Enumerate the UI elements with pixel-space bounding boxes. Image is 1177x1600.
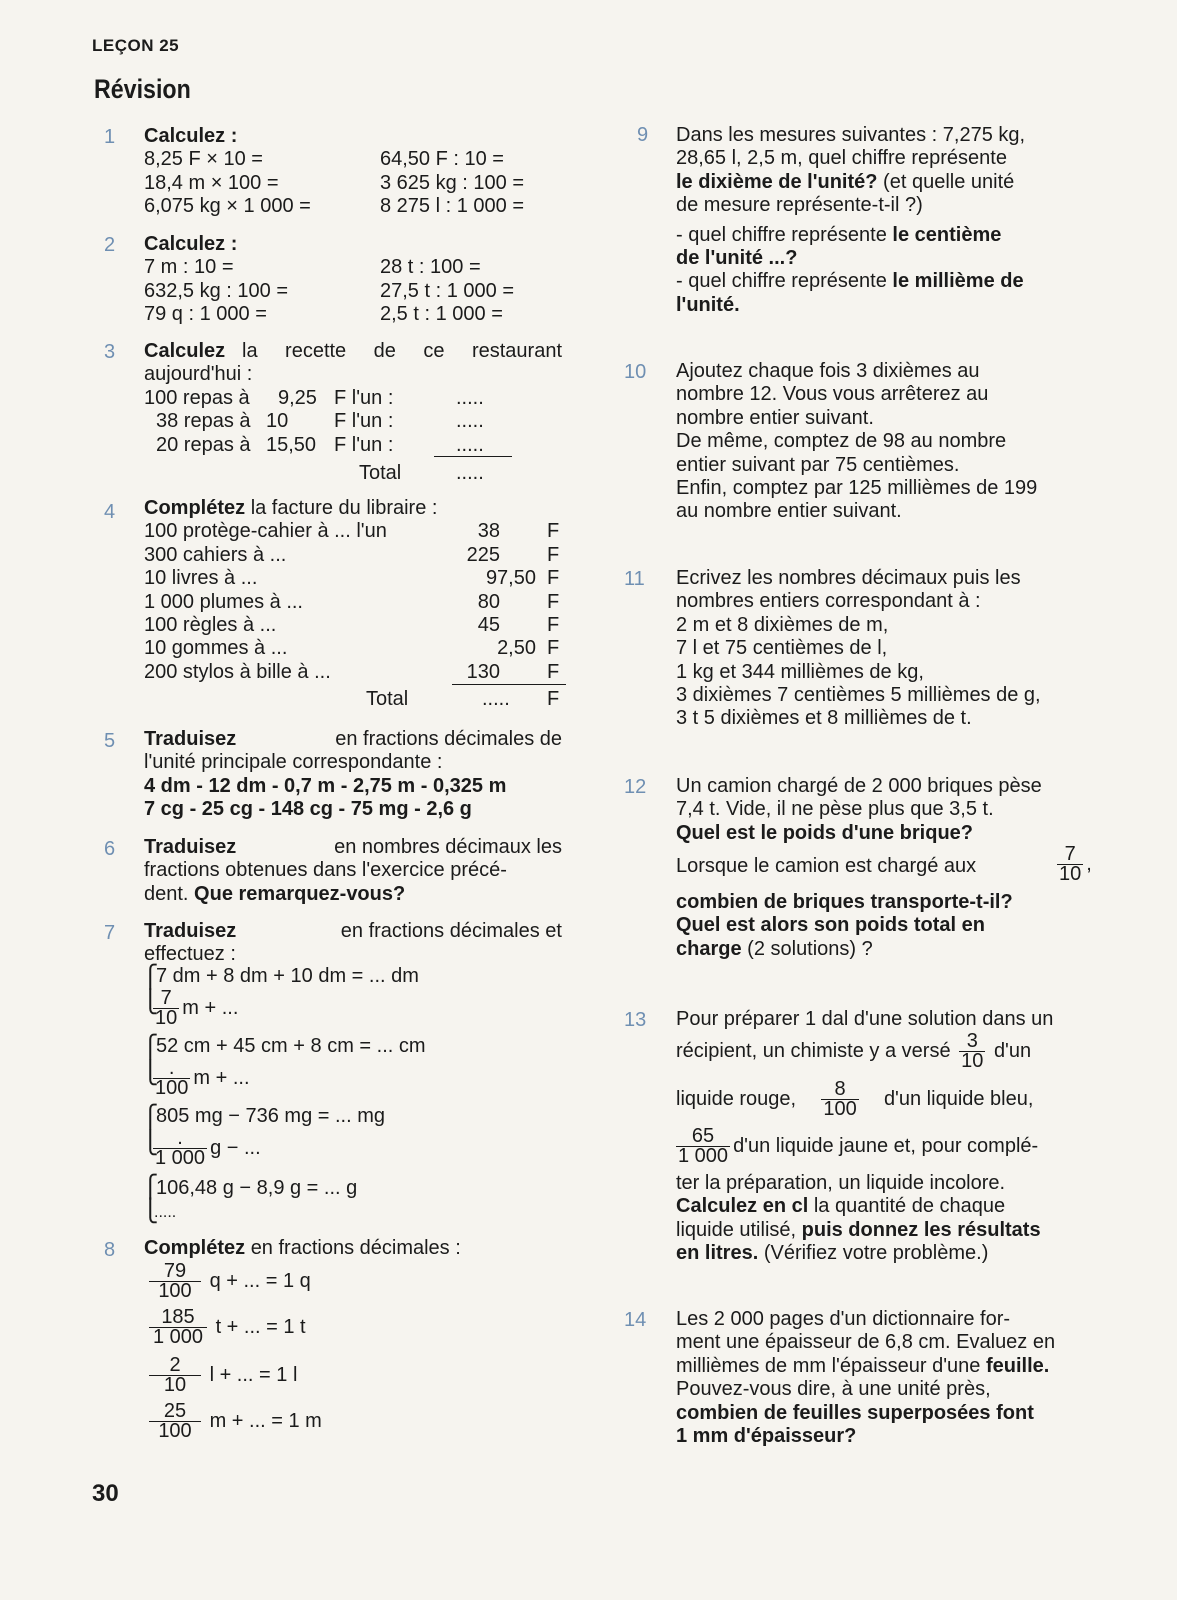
text-line: Ajoutez chaque fois 3 dixièmes au xyxy=(676,360,980,382)
numerator: 2 xyxy=(149,1356,201,1376)
numerator: 7 xyxy=(153,989,179,1009)
invoice-amount: 38 xyxy=(477,520,500,543)
units-list: 7 cg - 25 cg - 148 cg - 75 mg - 2,6 g xyxy=(144,798,472,821)
exercise-number: 3 xyxy=(104,341,116,363)
brace-symbol: ⎩ xyxy=(142,1130,159,1155)
numerator: 185 xyxy=(149,1308,207,1328)
denominator: 100 xyxy=(155,1077,189,1099)
exercise-9: Dans les mesures suivantes : 7,275 kg, 28,65 l, 2,5 m, quel chiffre représente le dixième de l'unité? (et quelle unité de mesure représente-t-il ?) - quel chiffre représente le centième de l'unité ...? - quel chiffre représente le millième de l'unité. xyxy=(676,124,1090,317)
fraction-equation: . 1 000 g − ... xyxy=(155,1127,261,1169)
exercise-number: 7 xyxy=(104,922,116,944)
instruction-text: en nombres décimaux les xyxy=(334,836,562,858)
exercise-5 xyxy=(144,728,562,822)
equation-blank: ..... xyxy=(154,1204,177,1221)
instruction-verb: en litres. xyxy=(676,1242,759,1265)
instruction-verb: Calculez en cl xyxy=(676,1195,809,1218)
exercise-11 xyxy=(676,567,1090,731)
calc-left: 79 q : 1 000 = xyxy=(144,303,267,326)
calc-right: 3 625 kg : 100 = xyxy=(380,171,525,194)
calc-right: 2,5 t : 1 000 = xyxy=(380,303,503,326)
invoice-amount: 225 xyxy=(466,543,500,566)
invoice-amount: 80 xyxy=(477,590,500,613)
calc-right: 28 t : 100 = xyxy=(380,256,481,279)
equation: 7 dm + 8 dm + 10 dm = ... dm xyxy=(156,965,419,987)
brace-symbol: ⎩ xyxy=(142,1060,159,1085)
exercise-7 xyxy=(144,920,562,967)
meal-unit: F l'un : xyxy=(334,433,394,456)
text-line: 3 dixièmes 7 centièmes 5 millièmes de g, xyxy=(676,683,1041,706)
invoice-amount: 97,50 xyxy=(485,567,536,590)
numerator: . xyxy=(153,1059,190,1079)
text-line: 1 kg et 344 millièmes de kg, xyxy=(676,660,924,683)
denominator: 10 xyxy=(961,1050,984,1072)
denominator: 100 xyxy=(158,1420,192,1442)
calc-right: 64,50 F : 10 = xyxy=(380,148,504,171)
instruction-verb: Traduisez xyxy=(144,728,237,750)
numerator: 79 xyxy=(149,1262,201,1282)
instruction-text: effectuez : xyxy=(144,943,236,966)
meal-count: 100 repas à xyxy=(144,386,250,409)
question-text: 1 mm d'épaisseur? xyxy=(676,1424,857,1447)
calc-left: 18,4 m × 100 = xyxy=(144,171,279,194)
fraction-equation: $\frac{7}{10}$ m + ... xyxy=(155,987,239,1029)
numerator: . xyxy=(153,1129,207,1149)
meal-unit: F l'un : xyxy=(334,386,394,409)
text-line: nombres entiers correspondant à : xyxy=(676,590,981,613)
page-number: 30 xyxy=(92,1480,119,1507)
text-line: Les 2 000 pages d'un dictionnaire for- xyxy=(676,1308,1011,1330)
denominator: 1 000 xyxy=(678,1145,729,1167)
numerator: 7 xyxy=(1057,845,1083,865)
invoice-amount: 2,50 xyxy=(497,637,536,660)
question-text: Que remarquez-vous? xyxy=(194,882,406,905)
exercise-13-cont: ter la préparation, un liquide incolore. Calculez en cl la quantité de chaque liquide utilisé, puis donnez les résultats en litres. (Vérifiez votre problème.) xyxy=(676,1172,1090,1266)
blank-answer: ..... xyxy=(456,433,484,456)
invoice-unit: F xyxy=(547,590,560,613)
meal-price: 9,25 xyxy=(278,386,317,409)
calc-right: 27,5 t : 1 000 = xyxy=(380,279,514,302)
instruction-verb: puis donnez les résultats xyxy=(801,1218,1041,1241)
sum-line xyxy=(434,456,512,457)
text-line: Pour préparer 1 dal d'une solution dans un xyxy=(676,1008,1054,1030)
text-line: de mesure représente-t-il ?) xyxy=(676,194,923,217)
text-line: 28,65 l, 2,5 m, quel chiffre représente xyxy=(676,147,1007,170)
invoice-unit: F xyxy=(547,613,560,636)
exercise-number: 6 xyxy=(104,838,116,860)
exercise-number: 14 xyxy=(624,1309,647,1331)
exercise-number: 2 xyxy=(104,234,116,256)
text-line: nombre 12. Vous vous arrêterez au xyxy=(676,383,989,406)
instruction-verb: Traduisez xyxy=(144,920,237,942)
text-line: Enfin, comptez par 125 millièmes de 199 xyxy=(676,476,1038,499)
denominator: 1 000 xyxy=(152,1326,204,1348)
invoice-unit: F xyxy=(547,543,560,566)
exercise-number: 1 xyxy=(104,126,116,148)
exercise-13 xyxy=(676,1008,1090,1031)
key-concept: de l'unité ...? xyxy=(676,246,798,269)
instruction-verb: Traduisez xyxy=(144,836,237,858)
exercise-number: 8 xyxy=(104,1239,116,1261)
invoice-item: 100 règles à ... xyxy=(144,613,277,636)
instruction-text: fractions obtenues dans l'exercice précé- xyxy=(144,859,507,882)
numerator: 25 xyxy=(149,1402,201,1422)
exercise-8 xyxy=(144,1237,461,1260)
denominator: 1 000 xyxy=(155,1147,206,1169)
exercise-number: 9 xyxy=(637,124,649,146)
calc-left: 8,25 F × 10 = xyxy=(144,148,263,171)
instruction-text: en fractions décimales de xyxy=(335,728,562,750)
invoice-item: 1 000 plumes à ... xyxy=(144,590,303,613)
invoice-item: 200 stylos à bille à ... xyxy=(144,660,331,683)
text-line: Lorsque le camion est chargé aux xyxy=(676,855,977,877)
calc-left: 6,075 kg × 1 000 = xyxy=(144,195,311,218)
exercise-number: 11 xyxy=(624,568,645,590)
fraction-equation: . 100 m + ... xyxy=(155,1057,250,1099)
brace-symbol: ⎩ xyxy=(142,1198,159,1223)
key-concept: le centième xyxy=(892,223,1002,246)
meal-price: 15,50 xyxy=(266,433,317,456)
key-concept: feuille. xyxy=(986,1354,1050,1377)
numerator: 65 xyxy=(676,1127,730,1147)
text-line: liquide rouge, $\frac{8}{100}$ d'un liquide bleu, xyxy=(676,1078,1034,1120)
blank-answer: ..... xyxy=(456,410,484,433)
denominator: 10 xyxy=(163,1374,187,1396)
lesson-label: LEÇON 25 xyxy=(92,36,180,55)
exercise-number: 4 xyxy=(104,501,116,523)
exercise-2 xyxy=(144,233,564,327)
invoice-unit: F xyxy=(547,660,560,683)
exercise-6 xyxy=(144,836,562,906)
exercise-3 xyxy=(144,340,562,485)
meal-count: 20 repas à xyxy=(156,433,251,456)
meal-count: 38 repas à xyxy=(156,410,251,433)
exercise-12 xyxy=(676,775,1090,845)
exercise-number: 10 xyxy=(624,361,647,383)
text-line: au nombre entier suivant. xyxy=(676,500,902,523)
exercise-1 xyxy=(144,125,564,219)
denominator: 100 xyxy=(823,1098,857,1120)
text-line: Un camion chargé de 2 000 briques pèse xyxy=(676,775,1042,797)
exercise-number: 12 xyxy=(624,776,647,798)
exercise-14: Les 2 000 pages d'un dictionnaire for- ment une épaisseur de 6,8 cm. Evaluez en millièmes de mm l'épaisseur d'une feuille. Pouvez-vous dire, à une unité près, combien de feuilles superposées font 1 mm d'épaisseur? xyxy=(676,1308,1090,1448)
total-label: Total xyxy=(359,461,402,484)
calc-left: 632,5 kg : 100 = xyxy=(144,279,289,302)
invoice-item: 10 gommes à ... xyxy=(144,637,288,660)
instruction-text: en fractions décimales : xyxy=(250,1237,461,1259)
question-text: charge xyxy=(676,937,742,960)
key-concept: le millième de xyxy=(892,270,1024,293)
question-text: Quel est alors son poids total en xyxy=(676,914,985,937)
total-blank: ..... xyxy=(482,688,510,711)
total-label: Total xyxy=(366,688,409,711)
invoice-unit: F xyxy=(547,520,560,543)
exercise-4 xyxy=(144,497,564,712)
text-line: 3 t 5 dixièmes et 8 millièmes de t. xyxy=(676,707,972,730)
brace-symbol: ⎧ xyxy=(142,1104,159,1129)
calc-right: 8 275 l : 1 000 = xyxy=(380,195,525,218)
calc-left: 7 m : 10 = xyxy=(144,256,234,279)
invoice-unit: F xyxy=(547,567,560,590)
text-line: ter la préparation, un liquide incolore. xyxy=(676,1172,1006,1194)
question-text: Quel est le poids d'une brique? xyxy=(676,821,974,844)
exercise-title: Calculez : xyxy=(144,125,238,147)
text-line: 7 l et 75 centièmes de l, xyxy=(676,637,888,660)
denominator: 10 xyxy=(155,1007,178,1029)
meal-unit: F l'un : xyxy=(334,410,394,433)
text-line: Ecrivez les nombres décimaux puis les xyxy=(676,567,1021,589)
text-line: 2 m et 8 dixièmes de m, xyxy=(676,613,889,636)
instruction-text: la facture du libraire : xyxy=(250,497,438,519)
brace-symbol: ⎧ xyxy=(142,1034,159,1059)
instruction-verb: Complétez xyxy=(144,1237,246,1259)
exercise-title: Calculez : xyxy=(144,233,238,255)
exercise-number: 13 xyxy=(624,1009,647,1031)
numerator: 3 xyxy=(959,1032,985,1052)
invoice-item: 100 protège-cahier à ... l'un xyxy=(144,520,387,543)
question-text: combien de feuilles superposées font xyxy=(676,1401,1034,1424)
brace-symbol: ⎧ xyxy=(142,1174,159,1199)
denominator: 100 xyxy=(158,1280,192,1302)
exercise-12-questions: combien de briques transporte-t-il? Quel est alors son poids total en charge (2 solutions) ? xyxy=(676,891,1013,960)
invoice-item: 300 cahiers à ... xyxy=(144,543,287,566)
fraction-row: $\frac{2}{10}$ l + ... = 1 l xyxy=(146,1356,297,1395)
question-text: combien de briques transporte-t-il? xyxy=(676,891,1013,913)
text-line: $\frac{65}{1 000}$ d'un liquide jaune et, pour complé- xyxy=(678,1125,1039,1167)
sum-line xyxy=(452,684,566,685)
text-line: Dans les mesures suivantes : 7,275 kg, xyxy=(676,124,1026,146)
key-concept: le dixième de l'unité? xyxy=(676,170,878,193)
text-line: entier suivant par 75 centièmes. xyxy=(676,453,960,476)
invoice-amount: 130 xyxy=(466,660,500,683)
instruction-text: dent. xyxy=(144,882,189,905)
instruction-text: l'unité principale correspondante : xyxy=(144,751,443,774)
key-concept: l'unité. xyxy=(676,293,740,316)
brace-symbol: ⎧ xyxy=(142,964,159,989)
fraction-row: $\frac{185}{1 000}$ t + ... = 1 t xyxy=(146,1308,306,1347)
equation: 52 cm + 45 cm + 8 cm = ... cm xyxy=(156,1035,426,1057)
total-blank: ..... xyxy=(456,461,484,484)
exercise-10 xyxy=(676,360,1090,524)
fraction-row: $\frac{79}{100}$ q + ... = 1 q xyxy=(146,1262,311,1301)
instruction-verb: Complétez xyxy=(144,497,246,519)
brace-symbol: ⎩ xyxy=(142,989,159,1014)
instruction-text: la recette de ce restaurant aujourd'hui : xyxy=(144,340,562,386)
fraction-row: $\frac{25}{100}$ m + ... = 1 m xyxy=(146,1402,322,1441)
units-list: 4 dm - 12 dm - 0,7 m - 2,75 m - 0,325 m xyxy=(144,774,507,797)
total-unit: F xyxy=(547,688,560,711)
equation: 805 mg − 736 mg = ... mg xyxy=(156,1105,386,1127)
fraction: $\frac{7}{10}$ , xyxy=(1059,843,1092,885)
invoice-item: 10 livres à ... xyxy=(144,567,258,590)
text-line: Pouvez-vous dire, à une unité près, xyxy=(676,1378,991,1401)
instruction-verb: Calculez xyxy=(144,340,226,362)
text-line: ment une épaisseur de 6,8 cm. Evaluez en xyxy=(676,1331,1056,1354)
text-line: De même, comptez de 98 au nombre xyxy=(676,430,1007,453)
denominator: 10 xyxy=(1059,863,1082,885)
equation: 106,48 g − 8,9 g = ... g xyxy=(156,1177,358,1199)
exercise-number: 5 xyxy=(104,730,116,752)
numerator: 8 xyxy=(821,1080,858,1100)
text-line: nombre entier suivant. xyxy=(676,406,874,429)
invoice-amount: 45 xyxy=(477,613,500,636)
text-line: récipient, un chimiste y a versé $\frac{3}{10}$ d'un xyxy=(676,1030,1032,1072)
page-title: Révision xyxy=(94,74,191,104)
invoice-unit: F xyxy=(547,637,560,660)
text-line: 7,4 t. Vide, il ne pèse plus que 3,5 t. xyxy=(676,798,994,821)
instruction-text: en fractions décimales et xyxy=(340,920,562,942)
meal-price: 10 xyxy=(266,410,289,433)
blank-answer: ..... xyxy=(456,386,484,409)
